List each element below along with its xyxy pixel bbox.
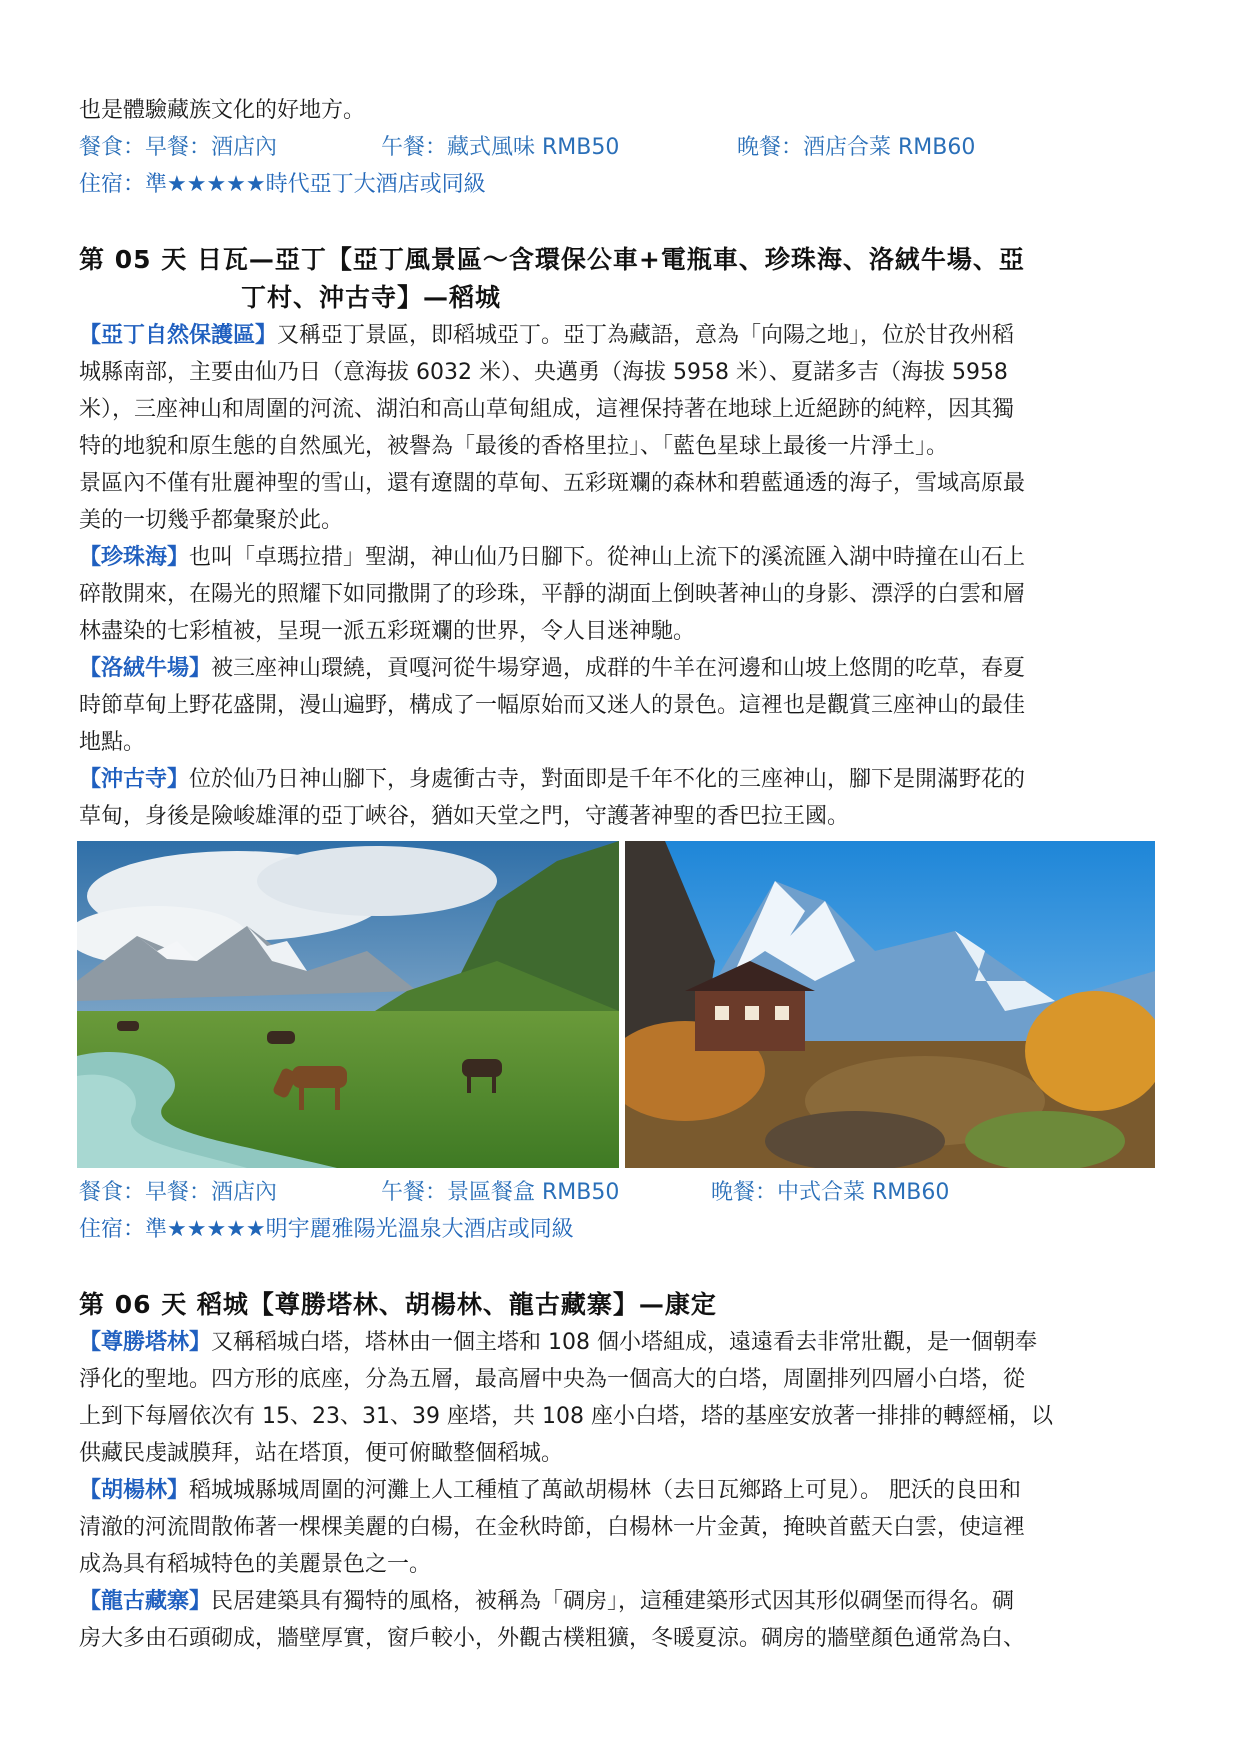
meadow-horses-photo [77,841,619,1168]
intro-tail: 也是體驗藏族文化的好地方。 [79,98,366,123]
section-tag: 【胡楊林】 [79,1478,190,1503]
day5-title-line2: 丁村、沖古寺】—稻城 [241,283,502,312]
para-line: 美的一切幾乎都彙聚於此。 [79,508,344,533]
section-tag: 【龍古藏寨】 [79,1589,212,1614]
dinner: 晚餐：中式合菜 RMB60 [711,1180,950,1205]
day5-hotel: 住宿：準★★★★★明宇麗雅陽光溫泉大酒店或同級 [79,1217,574,1242]
snow-mountain-village-photo [625,841,1155,1168]
breakfast: 餐食：早餐：酒店內 [79,1180,278,1205]
para-line: 位於仙乃日神山腳下，身處衝古寺，對面即是千年不化的三座神山，腳下是開滿野花的 [189,767,1026,792]
para-line: 稻城城縣城周圍的河灘上人工種植了萬畝胡楊林（去日瓦鄉路上可見）。 肥沃的良田和 [189,1478,1022,1503]
para-line: 又稱亞丁景區，即稻城亞丁。亞丁為藏語，意為「向陽之地」，位於甘孜州稻 [277,323,1015,348]
para-line: 碎散開來，在陽光的照耀下如同撒開了的珍珠，平靜的湖面上倒映著神山的身影、漂浮的白雲和層 [79,582,1026,607]
para-line: 又稱稻城白塔，塔林由一個主塔和 108 個小塔組成，遠遠看去非常壯觀，是一個朝奉 [211,1330,1037,1355]
section-tag: 【尊勝塔林】 [79,1330,212,1355]
para-line: 草甸，身後是險峻雄渾的亞丁峽谷，猶如天堂之門，守護著神聖的香巴拉王國。 [79,804,850,829]
day5-title [79,241,1164,317]
section-tag: 【亞丁自然保護區】 [79,323,278,348]
para-line: 地點。 [79,730,146,755]
day6-title: 第 06 天 稻城【尊勝塔林、胡楊林、龍古藏寨】—康定 [79,1290,717,1319]
para-line: 民居建築具有獨特的風格，被稱為「碉房」，這種建築形式因其形似碉堡而得名。碉 [211,1589,1015,1614]
lunch: 午餐：藏式風味 RMB50 [381,135,620,160]
section-tag: 【珍珠海】 [79,545,190,570]
section-tag: 【洛絨牛場】 [79,656,212,681]
para-line: 特的地貌和原生態的自然風光，被譽為「最後的香格里拉」、「藍色星球上最後一片淨土」。 [79,434,949,459]
day5-meals [79,1174,1164,1211]
para-line: 也叫「卓瑪拉措」聖湖，神山仙乃日腳下。從神山上流下的溪流匯入湖中時撞在山石上 [189,545,1026,570]
para-line: 房大多由石頭砌成，牆壁厚實，窗戶較小，外觀古樸粗獷，冬暖夏涼。碉房的牆壁顏色通常為白、 [79,1626,1026,1651]
section-yading [79,317,1164,539]
para-line: 城縣南部，主要由仙乃日（意海拔 6032 米）、央邁勇（海拔 5958 米）、夏諾多吉（海拔 5958 [79,360,1008,385]
para-line: 淨化的聖地。四方形的底座，分為五層，最高層中央為一個高大的白塔，周圍排列四層小白塔，從 [79,1367,1026,1392]
photo-row [77,841,1164,1168]
section-longgu-village [79,1583,1164,1657]
para-line: 景區內不僅有壯麗神聖的雪山，還有遼闊的草甸、五彩斑斕的森林和碧藍通透的海子，雪域高原最 [79,471,1026,496]
section-chonggu-temple [79,761,1164,835]
day4-hotel: 住宿：準★★★★★時代亞丁大酒店或同級 [79,172,486,197]
para-line: 林盡染的七彩植被，呈現一派五彩斑斕的世界，令人目迷神馳。 [79,619,696,644]
section-poplar-forest [79,1472,1164,1583]
section-tag: 【沖古寺】 [79,767,190,792]
section-pearl-lake [79,539,1164,650]
para-line: 成為具有稻城特色的美麗景色之一。 [79,1552,432,1577]
lunch: 午餐：景區餐盒 RMB50 [381,1180,620,1205]
day5-title-line1: 第 05 天 日瓦—亞丁【亞丁風景區～含環保公車+電瓶車、珍珠海、洛絨牛場、亞 [79,245,1025,274]
para-line: 米），三座神山和周圍的河流、湖泊和高山草甸組成，這裡保持著在地球上近絕跡的純粹，因其獨 [79,397,1015,422]
section-zunsheng-stupa [79,1324,1164,1472]
para-line: 供藏民虔誠膜拜，站在塔頂，便可俯瞰整個稻城。 [79,1441,564,1466]
para-line: 上到下每層依次有 15、23、31、39 座塔，共 108 座小白塔，塔的基座安放著一排排的轉經桶，以 [79,1404,1053,1429]
section-luorong-pasture [79,650,1164,761]
day4-meals [79,129,1164,166]
breakfast: 餐食：早餐：酒店內 [79,135,278,160]
dinner: 晚餐：酒店合菜 RMB60 [737,135,976,160]
para-line: 時節草甸上野花盛開，漫山遍野，構成了一幅原始而又迷人的景色。這裡也是觀賞三座神山的最佳 [79,693,1026,718]
para-line: 清澈的河流間散佈著一棵棵美麗的白楊，在金秋時節，白楊林一片金黃，掩映首藍天白雲，使這裡 [79,1515,1026,1540]
para-line: 被三座神山環繞，貢嘎河從牛場穿過，成群的牛羊在河邊和山坡上悠閒的吃草，春夏 [211,656,1026,681]
itinerary-page [79,92,1164,1657]
